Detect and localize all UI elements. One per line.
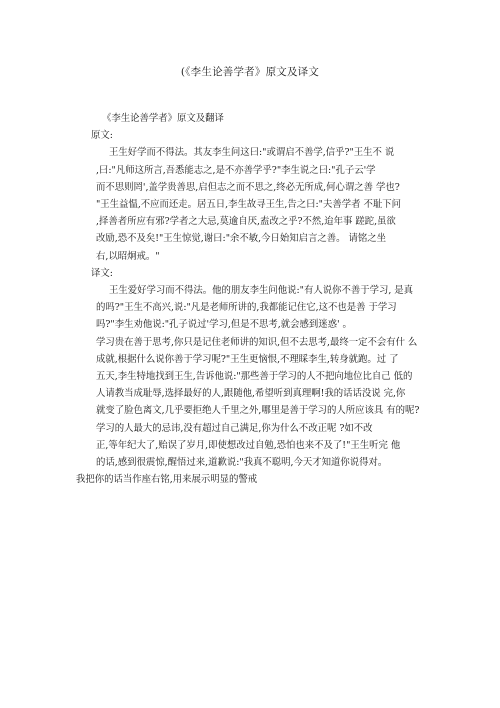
translation-line: 学习贵在善于思考,你只是记住老师讲的知识,但不去思考,最终一定不会有什 么 (96, 336, 418, 348)
original-line: ,曰:"凡师这所言,吾悉能志之,是不亦善学乎?"李生说之曰:"孔子云'学 (96, 164, 376, 176)
translation-line: 就变了脸色离文,几乎要拒绝人千里之外,哪里是善于学习的人所应该具 有的呢? (96, 405, 420, 417)
document-title: (《李生论善学者》原文及译文 (180, 66, 320, 78)
translation-label: 译文: (91, 267, 113, 279)
original-line: 改励,恐不及矣!"王生惊觉,谢曰:"余不敏,今日始知启言之善。 请铭之坐 (96, 233, 386, 245)
translation-line: 五天,李生特地找到王生,告诉他说:"那些善于学习的人不把向地位比自己 低的 (96, 371, 413, 383)
translation-line: 王生爱好学习而不得法。他的朋友李生问他说:"有人说你不善于学习, 是真 (109, 285, 414, 297)
document-body (76, 110, 428, 488)
translation-line: 吗?"李生劝他说:"孔子说过'学习,但是不思考,就会感到迷惑' 。 (96, 319, 352, 331)
original-line: 而不思则罔',盖学贵善思,启但志之而不思之,终必无所成,何心谓之善 学也? (96, 181, 400, 193)
original-line: 右,以昭炯戒。" (96, 250, 160, 262)
section-heading: 《李生论善学者》原文及翻译 (102, 113, 224, 124)
original-line: "王生益愠,不应而还走。居五日,李生故寻王生,告之曰:"夫善学者 不耻下问 (96, 199, 401, 211)
translation-line: 成就,根据什么说你善于学习呢?"王生更恼恨,不理睬李生,转身就跑。过 了 (96, 353, 399, 365)
original-line: 王生好学而不得法。其友李生问这曰:"或谓启不善学,信乎?"王生不 说 (109, 147, 395, 159)
closing-line: 我把你的话当作座右铭,用来展示明显的警戒 (76, 474, 258, 486)
translation-line: 学习的人最大的忌讳,没有超过自己满足,你为什么不改正呢 ?如不改 (96, 422, 373, 434)
original-label: 原文: (91, 130, 113, 142)
translation-line: 正,等年纪大了,贻误了岁月,即使想改过自勉,恐怕也来不及了!"王生听完 他 (96, 439, 401, 451)
original-line: ,择善者所应有邪?学者之大忌,莫逾自厌,盍改之乎?不然,迨年事 蹉跎,虽欲 (96, 216, 396, 228)
translation-line: 的话,感到很震惊,醒悟过来,道歉说:"我真不聪明,今天才知道你说得对。 (96, 457, 388, 469)
translation-line: 人请教当成耻辱,选择最好的人,跟随他,希望听到真理啊!我的话话没说 完,你 (96, 388, 406, 400)
translation-line: 的吗?"王生不高兴,说:"凡是老师所讲的,我都能记住它,这不也是善 于学习 (96, 302, 397, 314)
